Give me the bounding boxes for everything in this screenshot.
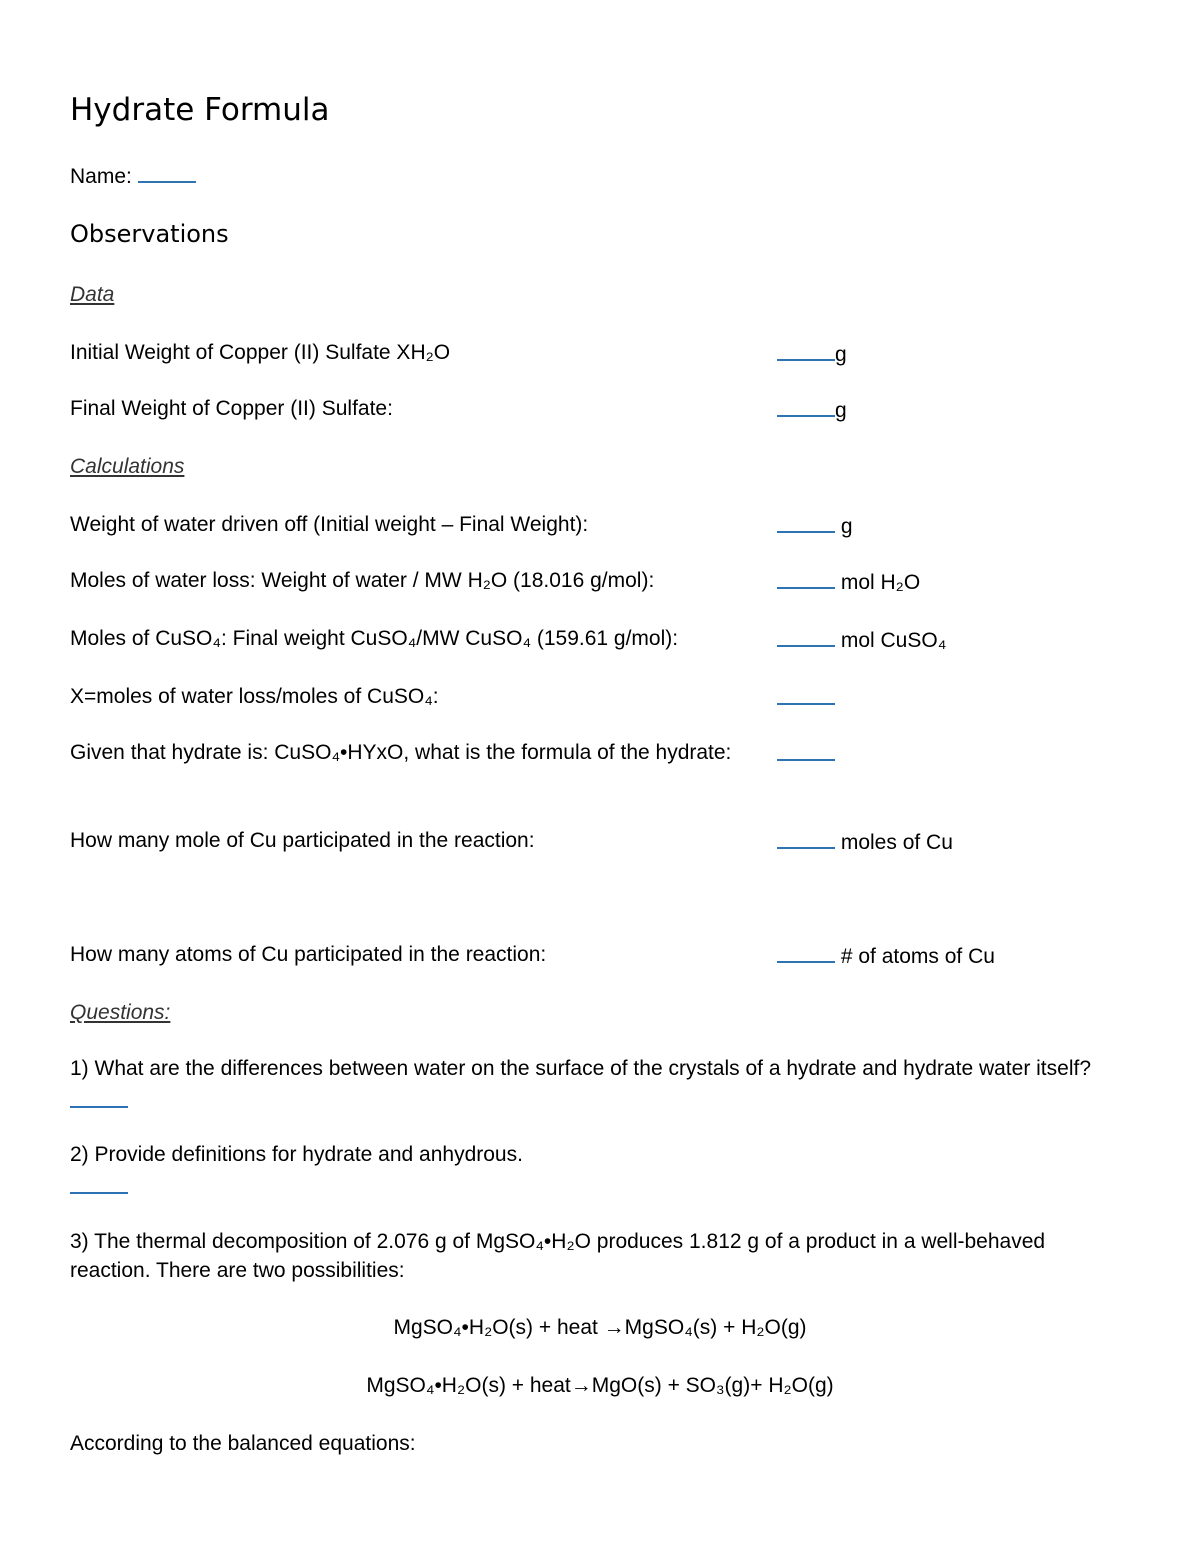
name-blank[interactable] [138, 161, 196, 183]
unit-label: g [835, 399, 847, 422]
answer-blank[interactable] [777, 683, 835, 705]
answer-blank[interactable] [777, 827, 835, 849]
data-row-answer [777, 395, 847, 425]
unit-label: g [835, 343, 847, 366]
calc-row-label: X=moles of water loss/moles of CuSO₄: [70, 685, 439, 708]
question-2: 2) Provide definitions for hydrate and anhydrous. [70, 1143, 523, 1166]
answer-blank[interactable] [777, 739, 835, 761]
name-row [70, 161, 196, 191]
question-1-answer [70, 1086, 128, 1113]
question-1: 1) What are the differences between water on the surface of the crystals of a hydrate and hydrate water itself? [70, 1057, 1092, 1080]
calc-row-answer [777, 511, 853, 541]
name-label: Name: [70, 165, 132, 188]
unit-label: mol CuSO₄ [840, 629, 947, 652]
calc-row-answer [777, 567, 920, 597]
unit-label: g [840, 515, 853, 538]
answer-blank[interactable] [777, 511, 835, 533]
answer-blank[interactable] [70, 1086, 128, 1108]
question-2-answer [70, 1172, 128, 1199]
calc-row-answer [777, 625, 946, 655]
question-3-line-2: reaction. There are two possibilities: [70, 1259, 405, 1282]
calc-row-answer [777, 683, 835, 713]
calculations-heading: Calculations [70, 455, 185, 478]
equation-1: MgSO₄•H₂O(s) + heat →MgSO₄(s) + H₂O(g) [393, 1316, 807, 1339]
data-row-answer [777, 339, 847, 369]
answer-blank[interactable] [777, 567, 835, 589]
calc-row-label: Weight of water driven off (Initial weight – Final Weight): [70, 513, 589, 536]
question-3-line-1: 3) The thermal decomposition of 2.076 g of MgSO₄•H₂O produces 1.812 g of a product in a well-behaved [70, 1230, 1046, 1253]
calc-row-answer [777, 739, 835, 769]
data-row-label: Final Weight of Copper (II) Sulfate: [70, 397, 393, 420]
calc-row-label: How many atoms of Cu participated in the reaction: [70, 943, 547, 966]
unit-label: moles of Cu [840, 831, 953, 854]
equation-2: MgSO₄•H₂O(s) + heat→MgO(s) + SO₃(g)+ H₂O(g) [366, 1374, 834, 1397]
answer-blank[interactable] [777, 941, 835, 963]
calc-row-answer [777, 827, 953, 857]
observations-heading: Observations [70, 220, 229, 248]
calc-row-label: Moles of water loss: Weight of water / MW H₂O (18.016 g/mol): [70, 569, 655, 592]
calc-row-answer [777, 941, 995, 971]
questions-heading: Questions: [70, 1001, 171, 1024]
answer-blank[interactable] [777, 339, 835, 361]
closing-text: According to the balanced equations: [70, 1432, 416, 1455]
calc-row-label: How many mole of Cu participated in the reaction: [70, 829, 535, 852]
unit-label: # of atoms of Cu [840, 945, 995, 968]
answer-blank[interactable] [777, 395, 835, 417]
data-row-label: Initial Weight of Copper (II) Sulfate XH₂O [70, 341, 451, 364]
data-heading: Data [70, 283, 115, 306]
calc-row-label: Given that hydrate is: CuSO₄•HYxO, what is the formula of the hydrate: [70, 741, 732, 764]
calc-row-label: Moles of CuSO₄: Final weight CuSO₄/MW CuSO₄ (159.61 g/mol): [70, 627, 679, 650]
answer-blank[interactable] [777, 625, 835, 647]
page-title: Hydrate Formula [70, 92, 330, 128]
unit-label: mol H₂O [840, 571, 921, 594]
answer-blank[interactable] [70, 1172, 128, 1194]
